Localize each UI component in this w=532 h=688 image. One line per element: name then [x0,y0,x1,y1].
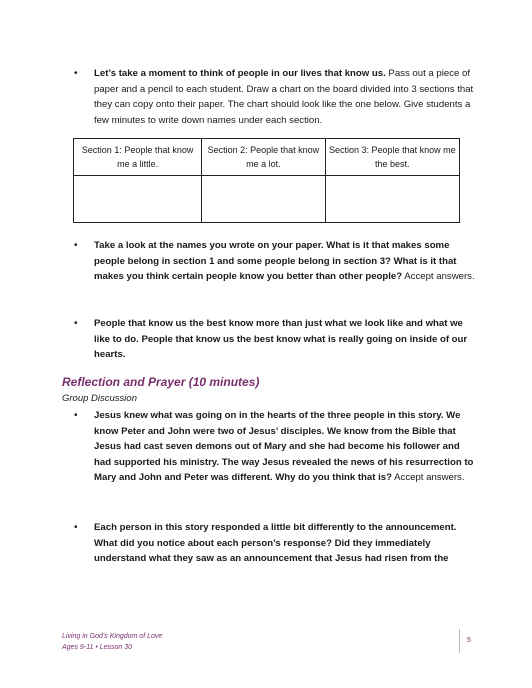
page-number: 5 [467,637,471,644]
bullet-normal-text: Accept answers. [391,472,465,484]
bullet-bold-text: Take a look at the names you wrote on your paper. What is it that makes some people belong in section 1 and some people belong in section 3? What is it that makes you think certain people know you better than other people? [94,240,457,283]
bullet-normal-text: Pass out a piece of paper and a pencil to each student. Draw a chart on the board divided into 3 sections that they can copy onto their paper. The chart should look like the one below. Give students a few minutes to write down names under each section. [94,68,474,126]
chart-header-section-3: Section 3: People that know me the best. [325,139,459,176]
footer-divider [459,629,460,653]
bullet-normal-text: Accept answers. [402,271,475,283]
section-subheading: Group Discussion [62,393,137,404]
footer-lesson: Ages 9-11 • Lesson 30 [62,644,133,651]
chart-header-section-1: Section 1: People that know me a little. [74,139,202,176]
chart-cell-empty [325,176,459,223]
bullet-dot: • [74,410,78,421]
footer-title: Living in God’s Kingdom of Love [62,633,163,640]
page-footer [62,631,162,653]
chart-cell-empty [202,176,325,223]
bullet-dot: • [74,318,78,329]
bullet-dot: • [74,68,78,79]
chart-header-section-2: Section 2: People that know me a lot. [202,139,325,176]
bullet-bold-text: People that know us the best know more than just what we look like and what we like to do. People that know us the best know what is really going on inside of our hearts. [94,318,468,361]
bullet-bold-text: Jesus knew what was going on in the hearts of the three people in this story. We know Peter and John were two of Jesus’ disciples. We know from the Bible that Jesus had cast seven demons out of Mary and she had become his follower and had supported his ministry. The way Jesus revealed the news of his resurrection to Mary and John and Peter was different. Why do you think that is? [94,410,474,484]
bullet-dot: • [74,240,78,251]
bullet-bold-text: Let’s take a moment to think of people in our lives that know us. [94,68,386,79]
chart-cell-empty [74,176,202,223]
bullet-dot: • [74,522,78,533]
bullet-bold-text: Each person in this story responded a little bit differently to the announcement. What did you notice about each person’s response? Did they immediately understand what they saw as an announcement that Jesus had risen from the [94,522,457,565]
names-chart [73,138,460,223]
section-heading: Reflection and Prayer (10 minutes) [62,375,260,389]
